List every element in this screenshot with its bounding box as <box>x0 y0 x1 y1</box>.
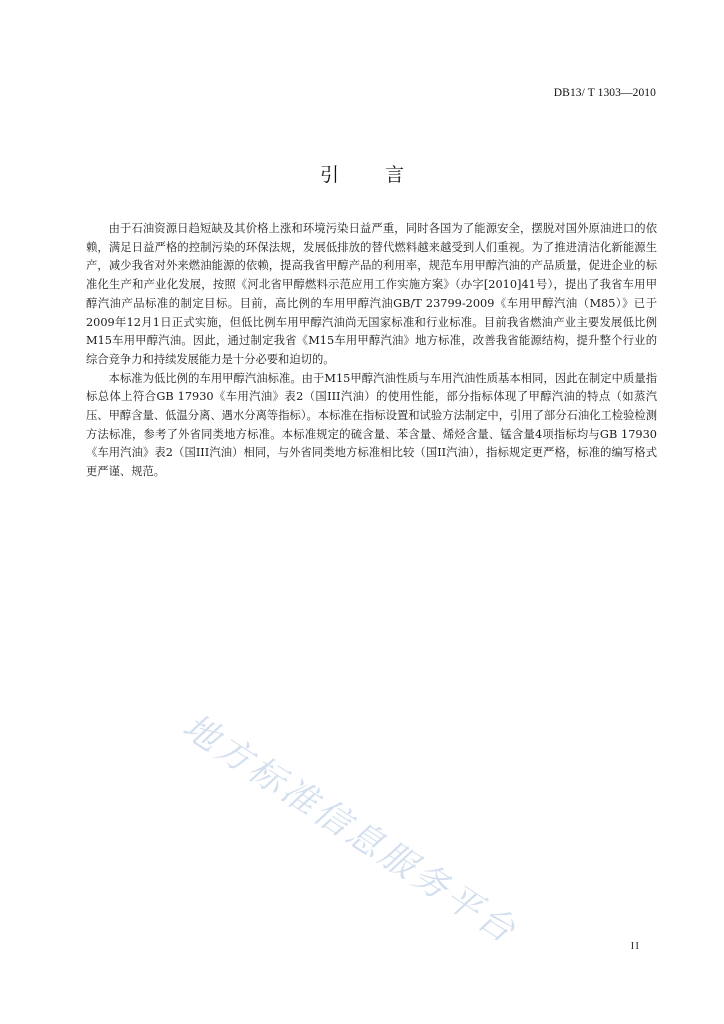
watermark-text: 地方标准信息服务平台 <box>175 706 525 953</box>
page-number: II <box>630 940 640 952</box>
standard-number: DB13/ T 1303—2010 <box>553 87 656 99</box>
page-title: 引言 <box>319 164 450 186</box>
paragraph: 本标准为低比例的车用甲醇汽油标准。由于M15甲醇汽油性质与车用汽油性质基本相同，因此在制定中质量指标总体上符合GB 17930《车用汽油》表2（国III汽油）的使用性能，部分指标体现了甲醇汽油的特点（如蒸汽压、甲醇含量、低温分离、遇水分离等指标）。本标准在指标设置和试验方法制定中，引用了部分石油化工检验检测方法标准，参考了外省同类地方标准。本标准规定的硫含量、苯含量、烯烃含量、锰含量4项指标均与GB 17930《车用汽油》表2（国III汽油）相同，与外省同类地方标准相比较（国II汽油），指标规定更严格，标准的编写格式更严谨、规范。 <box>86 371 657 479</box>
paragraph: 由于石油资源日趋短缺及其价格上涨和环境污染日益严重，同时各国为了能源安全，摆脱对国外原油进口的依赖，满足日益严格的控制污染的环保法规，发展低排放的替代燃料越来越受到人们重视。为了推进清洁化新能源生产，减少我省对外来燃油能源的依赖，提高我省甲醇产品的利用率，规范车用甲醇汽油的产品质量，促进企业的标准化生产和产业化发展，按照《河北省甲醇燃料示范应用工作实施方案》（办字[2010]41号），提出了我省车用甲醇汽油产品标准的制定目标。目前，高比例的车用甲醇汽油GB/T 23799-2009《车用甲醇汽油（M85）》已于2009年12月1日正式实施，但低比例车用甲醇汽油尚无国家标准和行业标准。目前我省燃油产业主要发展低比例M15车用甲醇汽油。因此，通过制定我省《M15车用甲醇汽油》地方标准，改善我省能源结构，提升整个行业的综合竞争力和持续发展能力是十分必要和迫切的。 <box>86 222 657 366</box>
body-text <box>86 220 657 482</box>
